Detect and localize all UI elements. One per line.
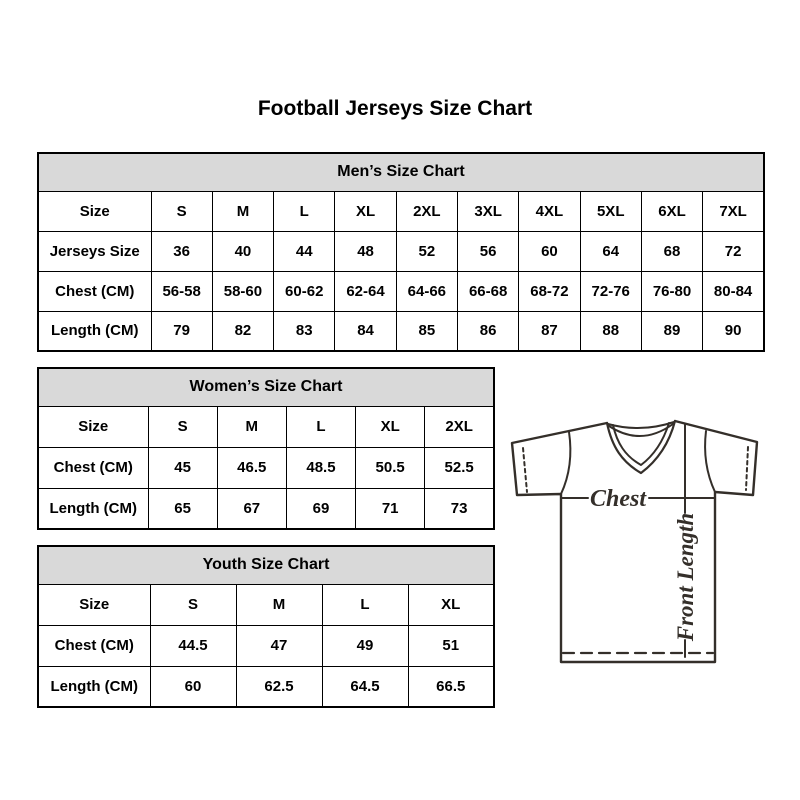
row-label-cell: Chest (CM) [38,625,150,666]
value-cell: 68 [641,231,702,271]
jersey-diagram [505,410,775,675]
value-cell: 86 [457,311,518,351]
value-cell: 5XL [580,191,641,231]
value-cell: M [217,406,286,447]
value-cell: 52.5 [425,447,494,488]
value-cell: 72-76 [580,271,641,311]
value-cell: 60-62 [274,271,335,311]
value-cell: 46.5 [217,447,286,488]
value-cell: 44 [274,231,335,271]
table-row [38,666,494,707]
value-cell: 44.5 [150,625,236,666]
chest-measure-label: Chest [589,486,647,512]
value-cell: 48.5 [286,447,355,488]
value-cell: 85 [396,311,457,351]
table-header-row [38,546,494,584]
value-cell: 66-68 [457,271,518,311]
value-cell: 83 [274,311,335,351]
value-cell: 64.5 [322,666,408,707]
value-cell: 64-66 [396,271,457,311]
table-title: Youth Size Chart [38,546,494,584]
value-cell: 48 [335,231,396,271]
value-cell: 69 [286,488,355,529]
table-row [38,488,494,529]
youth-size-table [37,545,495,708]
page-title: Football Jerseys Size Chart [257,97,533,120]
value-cell: 79 [151,311,212,351]
table-header-row [38,153,764,191]
value-cell: 2XL [396,191,457,231]
row-label-cell: Chest (CM) [38,271,151,311]
jersey-collar [608,422,674,428]
value-cell: 40 [212,231,273,271]
jersey-outline [512,421,757,662]
value-cell: S [150,584,236,625]
table-row [38,625,494,666]
table-row [38,231,764,271]
front-length-measure-label: Front Length [673,512,698,642]
value-cell: 84 [335,311,396,351]
value-cell: 87 [519,311,580,351]
row-label-cell: Jerseys Size [38,231,151,271]
row-label-cell: Length (CM) [38,311,151,351]
value-cell: M [236,584,322,625]
value-cell: S [151,191,212,231]
value-cell: 56 [457,231,518,271]
table-title: Women’s Size Chart [38,368,494,406]
value-cell: L [322,584,408,625]
value-cell: 88 [580,311,641,351]
value-cell: 82 [212,311,273,351]
value-cell: 56-58 [151,271,212,311]
mens-size-table [37,152,765,352]
value-cell: 6XL [641,191,702,231]
table-header-row [38,368,494,406]
value-cell: XL [408,584,494,625]
value-cell: 60 [150,666,236,707]
value-cell: 2XL [425,406,494,447]
value-cell: 7XL [703,191,764,231]
value-cell: 62.5 [236,666,322,707]
jersey-collar [613,423,669,465]
value-cell: 51 [408,625,494,666]
value-cell: L [274,191,335,231]
value-cell: 73 [425,488,494,529]
value-cell: 72 [703,231,764,271]
row-label-cell: Size [38,191,151,231]
jersey-cuff-stitch [523,448,527,492]
table-title: Men’s Size Chart [38,153,764,191]
value-cell: 58-60 [212,271,273,311]
value-cell: 76-80 [641,271,702,311]
value-cell: 66.5 [408,666,494,707]
table-row [38,271,764,311]
value-cell: 65 [148,488,217,529]
table-row [38,584,494,625]
row-label-cell: Size [38,406,148,447]
jersey-cuff-stitch [746,447,748,490]
value-cell: 67 [217,488,286,529]
table-row [38,406,494,447]
value-cell: XL [356,406,425,447]
value-cell: S [148,406,217,447]
value-cell: M [212,191,273,231]
value-cell: 36 [151,231,212,271]
value-cell: 60 [519,231,580,271]
value-cell: 45 [148,447,217,488]
value-cell: XL [335,191,396,231]
value-cell: L [286,406,355,447]
value-cell: 90 [703,311,764,351]
row-label-cell: Length (CM) [38,666,150,707]
row-label-cell: Size [38,584,150,625]
table-row [38,191,764,231]
value-cell: 71 [356,488,425,529]
value-cell: 3XL [457,191,518,231]
value-cell: 89 [641,311,702,351]
value-cell: 64 [580,231,641,271]
value-cell: 62-64 [335,271,396,311]
value-cell: 47 [236,625,322,666]
jersey-armhole-seam [705,431,715,492]
row-label-cell: Length (CM) [38,488,148,529]
value-cell: 80-84 [703,271,764,311]
value-cell: 50.5 [356,447,425,488]
jersey-armhole-seam [561,432,570,494]
value-cell: 68-72 [519,271,580,311]
value-cell: 49 [322,625,408,666]
womens-size-table [37,367,495,530]
value-cell: 4XL [519,191,580,231]
value-cell: 52 [396,231,457,271]
table-row [38,311,764,351]
row-label-cell: Chest (CM) [38,447,148,488]
table-row [38,447,494,488]
